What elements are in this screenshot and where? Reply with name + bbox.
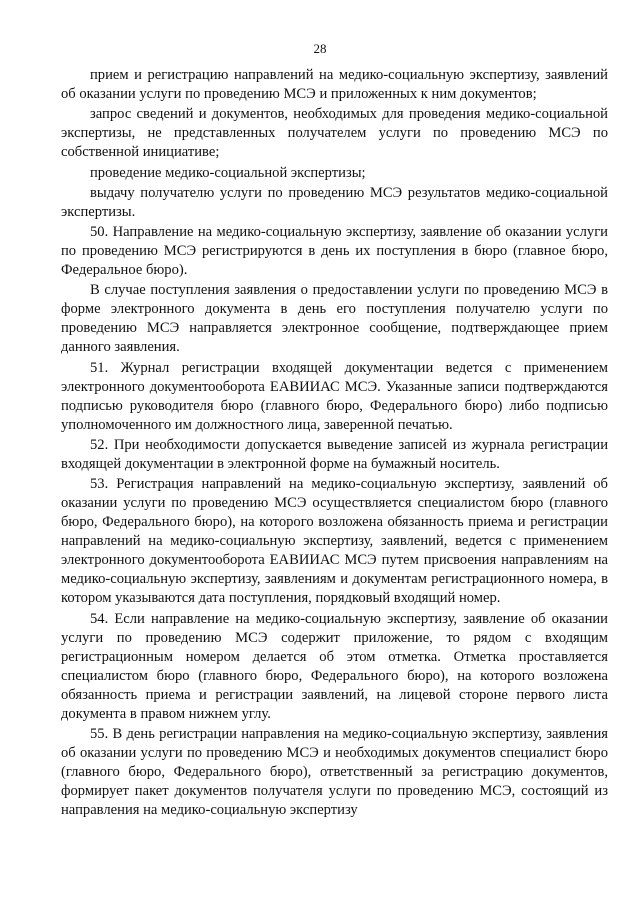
paragraph-clause-54: 54. Если направление на медико-социальную экспертизу, заявление об оказании услуги по проведению МСЭ содержит приложение, то рядом с входящим регистрационным номером делается об этом отметка. Отметка проставляется специалистом бюро (главного бюро, Федерального бюро), на которого возложена обязанность приема и регистрации заявлений, на лицевой стороне первого листа документа в правом нижнем углу.	[61, 610, 608, 722]
paragraph-electronic-application: В случае поступления заявления о предоставлении услуги по проведению МСЭ в форме электронного документа в день его поступления получателю услуги по проведению МСЭ направляется электронное сообщение, подтверждающее прием данного заявления.	[61, 282, 608, 356]
paragraph-clause-51: 51. Журнал регистрации входящей документации ведется с применением электронного документооборота ЕАВИИАС МСЭ. Указанные записи подтверждаются подписью руководителя бюро (главного бюро, Федерального бюро) либо подписью уполномоченного им должностного лица, заверенной печатью.	[61, 359, 608, 433]
paragraph-issuing-results: выдачу получателю услуги по проведению МСЭ результатов медико-социальной экспертизы.	[61, 184, 608, 220]
paragraph-clause-55: 55. В день регистрации направления на медико-социальную экспертизу, заявления об оказании услуги по проведению МСЭ и необходимых документов специалист бюро (главного бюро, Федерального бюро), ответственный за регистрацию документов, формирует пакет документов получателя услуги по проведению МСЭ, состоящий из направления на медико-социальную экспертизу	[61, 725, 608, 818]
paragraph-clause-52: 52. При необходимости допускается выведение записей из журнала регистрации входящей документации в электронной форме на бумажный носитель.	[61, 437, 608, 473]
paragraph-reception-registration: прием и регистрацию направлений на медико-социальную экспертизу, заявлений об оказании услуги по проведению МСЭ и приложенных к ним документов;	[61, 67, 608, 102]
page-number: 28	[313, 41, 327, 56]
paragraph-clause-50: 50. Направление на медико-социальную экспертизу, заявление об оказании услуги по проведению МСЭ регистрируются в день их поступления в бюро (главное бюро, Федеральное бюро).	[61, 224, 608, 279]
document-body	[61, 66, 608, 820]
paragraph-conducting-examination: проведение медико-социальной экспертизы;	[90, 164, 366, 181]
paragraph-clause-53: 53. Регистрация направлений на медико-социальную экспертизу, заявлений об оказании услуги по проведению МСЭ осуществляется специалистом бюро (главного бюро, Федерального бюро), на которого возложена обязанность приема и регистрации направлений на медико-социальную экспертизу, заявлений, ведется с применением электронного документооборота ЕАВИИАС МСЭ путем присвоения направлениям на медико-социальную экспертизу, заявлениям и документам регистрационного номера, в котором указываются дата поступления, порядковый входящий номер.	[61, 476, 608, 607]
paragraph-request-documents: запрос сведений и документов, необходимых для проведения медико-социальной экспертизы, не представленных получателем услуги по проведению МСЭ по собственной инициативе;	[61, 106, 608, 161]
